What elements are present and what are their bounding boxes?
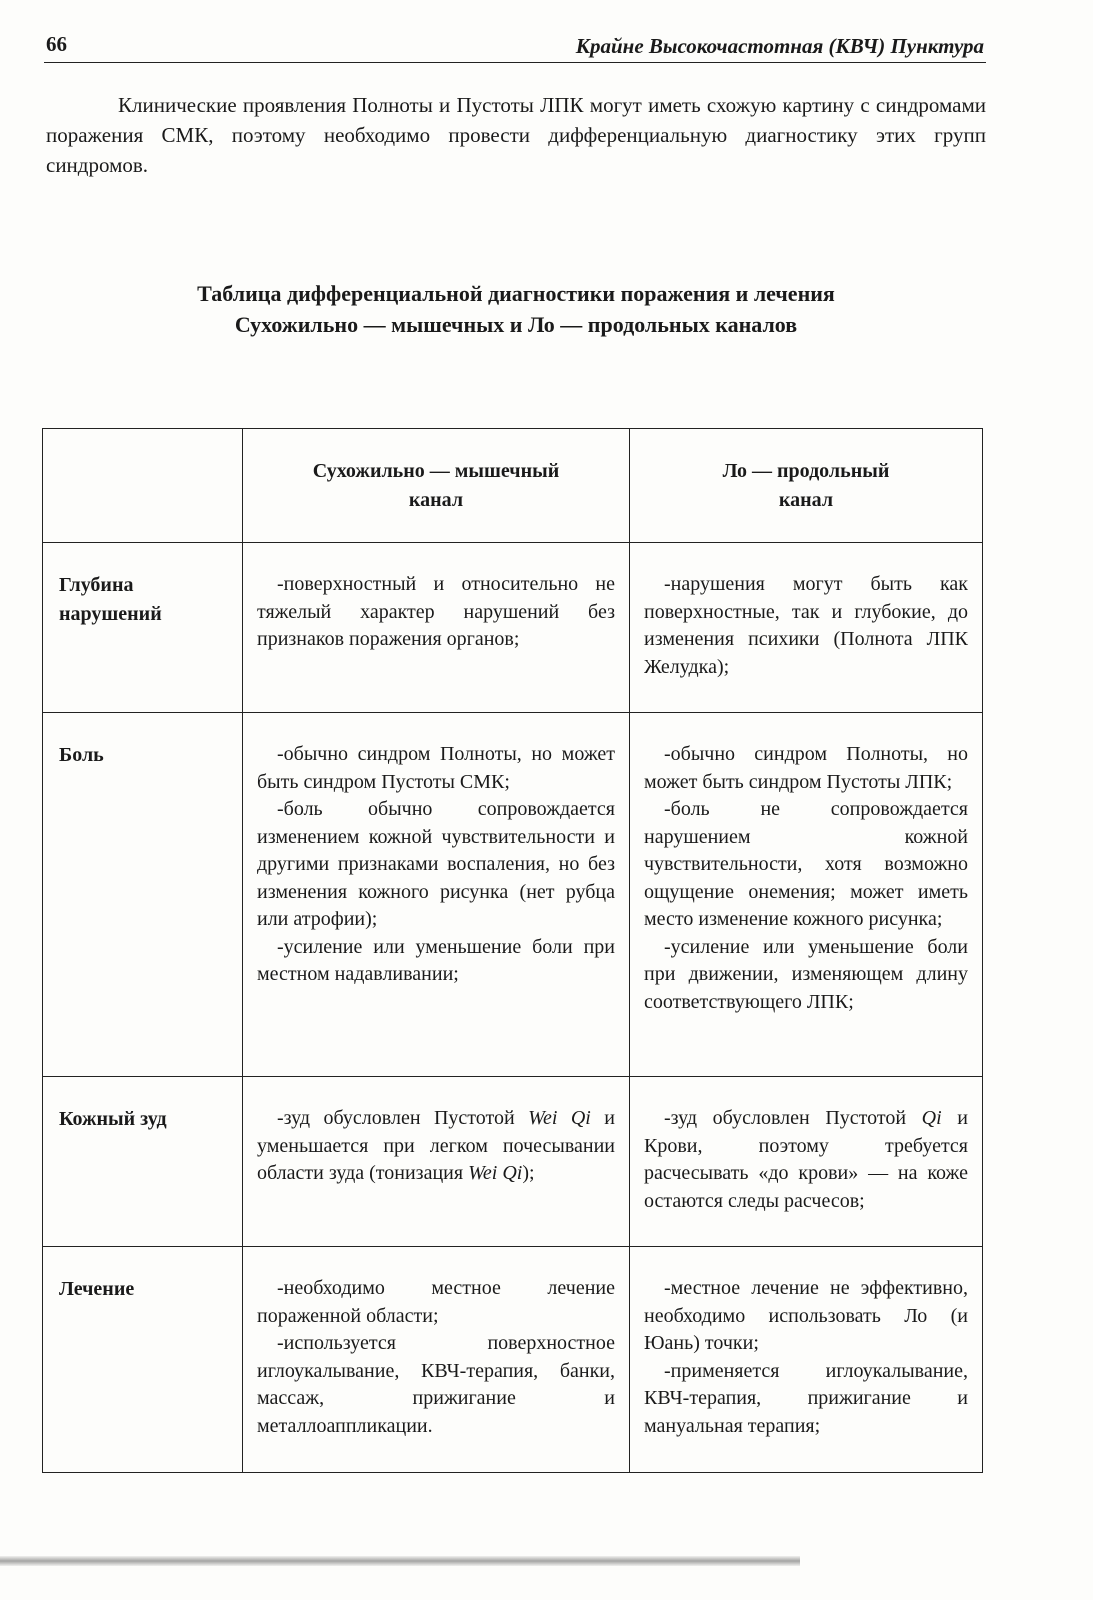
cell-paragraph: -нарушения могут быть как поверхностные, так и глубокие, до изменения психики (Полнота ЛПК Желудка);	[644, 573, 968, 678]
text-run: -зуд обусловлен Пустотой	[277, 1107, 529, 1129]
cell-paragraph: -усиление или уменьшение боли при движении, изменяющем длину соответствующего ЛПК;	[644, 935, 968, 1013]
tendon-muscle-cell	[243, 713, 630, 1077]
row-label	[43, 1247, 243, 1473]
cell-paragraph	[257, 1105, 615, 1188]
cell-paragraph: -обычно синдром Полноты, но может быть синдром Пустоты ЛПК;	[644, 743, 968, 793]
row-label	[43, 543, 243, 713]
table-row	[43, 1077, 983, 1247]
table-row	[43, 543, 983, 713]
table-row	[43, 1247, 983, 1473]
italic-term: Wei Qi	[528, 1107, 591, 1129]
header-col2-line-2: канал	[408, 489, 464, 511]
cell-paragraph: -необходимо местное лечение пораженной области;	[257, 1277, 615, 1327]
cell-paragraph: -обычно синдром Полноты, но может быть синдром Пустоты СМК;	[257, 743, 615, 793]
italic-term: Wei Qi	[468, 1162, 523, 1184]
page-header	[44, 30, 986, 63]
cell-paragraph: -боль не сопровождается нарушением кожной чувствительности, хотя возможно ощущение онемения; может иметь место изменение кожного рисунка;	[644, 798, 968, 930]
header-luo-channel	[630, 429, 983, 543]
cell-paragraph	[644, 1105, 968, 1215]
table-title-line-2: Сухожильно — мышечных и Ло — продольных каналов	[234, 312, 798, 337]
running-title: Крайне Высокочастотная (КВЧ) Пунктура	[575, 34, 984, 58]
luo-cell	[630, 713, 983, 1077]
scan-edge-shadow	[0, 1556, 800, 1566]
header-col3-line-2: канал	[778, 489, 834, 511]
cell-paragraph: -боль обычно сопровождается изменением кожной чувствительности и другими признаками воспаления, но без изменения кожного рисунка (нет рубца или атрофии);	[257, 798, 615, 930]
row-label-text: Боль	[59, 744, 104, 766]
luo-cell	[630, 543, 983, 713]
tendon-muscle-cell	[243, 1247, 630, 1473]
corner-cell	[43, 429, 243, 543]
row-label-text: Кожный зуд	[59, 1108, 167, 1130]
row-label-text: Глубина нарушений	[59, 574, 162, 625]
text-run: и Крови, поэтому требуется расчесывать «до крови» — на коже остаются следы расчесов;	[644, 1107, 969, 1212]
luo-cell	[630, 1077, 983, 1247]
cell-paragraph: -используется поверхностное иглоукалывание, КВЧ-терапия, банки, массаж, прижигание и металлоаппликации.	[257, 1332, 615, 1437]
page-number: 66	[46, 32, 67, 56]
luo-cell	[630, 1247, 983, 1473]
text-run: и уменьшается при легком почесывании области зуда (тонизация	[257, 1107, 616, 1184]
row-label-text: Лечение	[59, 1278, 135, 1300]
cell-paragraph: -местное лечение не эффективно, необходимо использовать Ло (и Юань) точки;	[644, 1277, 968, 1354]
cell-paragraph: -усиление или уменьшение боли при местном надавливании;	[257, 935, 615, 985]
row-label	[43, 713, 243, 1077]
italic-term: Qi	[921, 1107, 942, 1129]
intro-paragraph: Клинические проявления Полноты и Пустоты ЛПК могут иметь схожую картину с синдромами поражения СМК, поэтому необходимо провести дифференциальную диагностику этих групп синдромов.	[46, 93, 986, 177]
table-row	[43, 713, 983, 1077]
header-col3-line-1: Ло — продольный	[722, 460, 890, 482]
table-title-line-1: Таблица дифференциальной диагностики поражения и лечения	[197, 281, 835, 306]
text-run: -зуд обусловлен Пустотой	[664, 1107, 922, 1129]
row-label	[43, 1077, 243, 1247]
table-title	[46, 278, 986, 340]
tendon-muscle-cell	[243, 1077, 630, 1247]
header-col2-line-1: Сухожильно — мышечный	[312, 460, 560, 482]
cell-paragraph: -применяется иглоукалывание, КВЧ-терапия, прижигание и мануальная терапия;	[644, 1359, 968, 1437]
header-tendon-muscle-channel	[243, 429, 630, 543]
cell-paragraph: -поверхностный и относительно не тяжелый характер нарушений без признаков поражения органов;	[257, 573, 615, 650]
tendon-muscle-cell	[243, 543, 630, 713]
text-run: );	[522, 1162, 535, 1184]
table-header-row	[43, 429, 983, 543]
differential-diagnosis-table	[42, 428, 983, 1473]
